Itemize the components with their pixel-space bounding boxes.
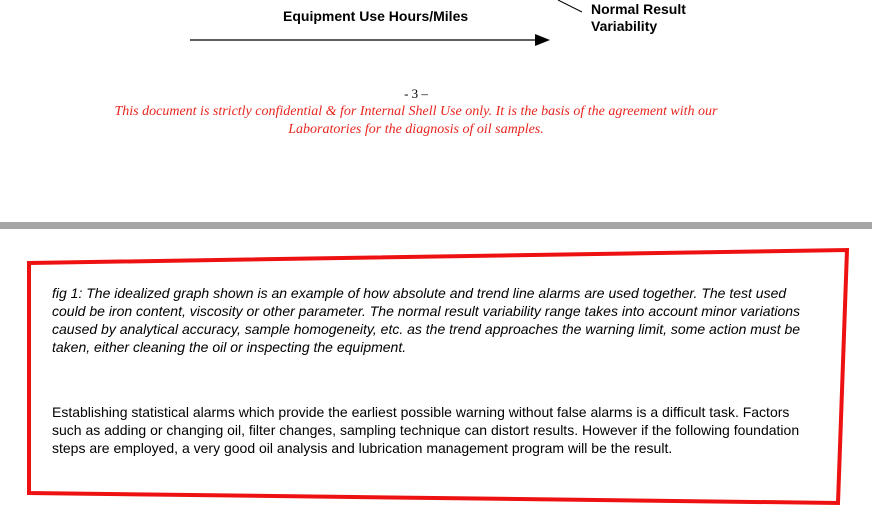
legend-line-1: Normal Result xyxy=(591,1,686,17)
figure-caption: fig 1: The idealized graph shown is an example of how absolute and trend line alarms are used together. The test used could be iron content, viscosity or other parameter. The normal result variability range takes into account minor variations caused by analytical accuracy, sample homogeneity, etc. as the trend approaches the warning limit, some action must be taken, either cleaning the oil or inspecting the equipment. xyxy=(52,285,801,355)
statistical-alarms-paragraph: Establishing statistical alarms which provide the earliest possible warning without false alarms is a difficult task. Factors such as adding or changing oil, filter changes, sampling technique can distort results. However if the following foundation steps are employed, a very good oil analysis and lubrication management program will be the result. xyxy=(52,404,800,456)
legend-line-2: Variability xyxy=(591,18,658,34)
confidentiality-line-1: This document is strictly confidential & for Internal Shell Use only. It is the basis of the agreement with our xyxy=(114,104,718,119)
x-axis-label: Equipment Use Hours/Miles xyxy=(283,8,469,24)
confidentiality-line-2: Laboratories for the diagnosis of oil samples. xyxy=(288,122,544,137)
page-number: - 3 – xyxy=(404,86,428,101)
